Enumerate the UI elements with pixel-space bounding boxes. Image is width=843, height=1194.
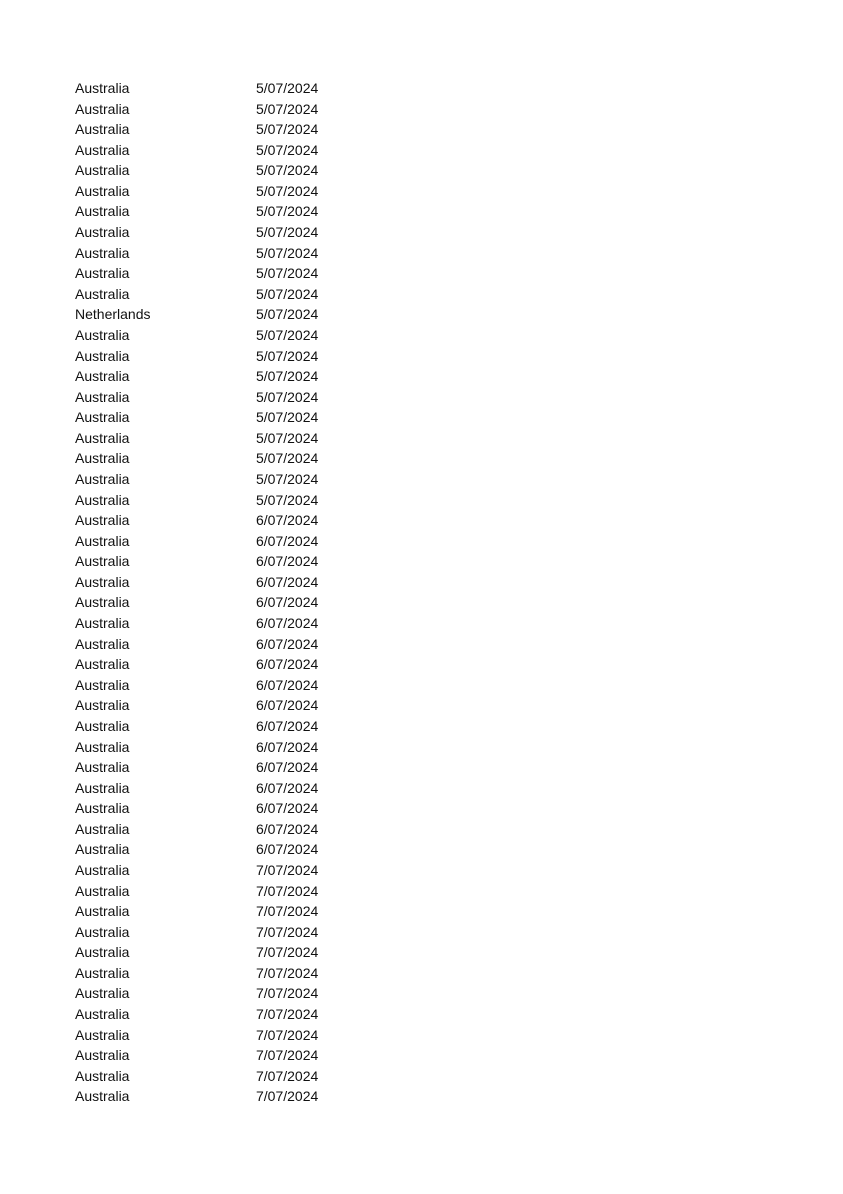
country-cell: Australia (75, 470, 130, 487)
country-cell: Australia (75, 1047, 130, 1064)
data-table (75, 78, 376, 1107)
country-cell: Australia (75, 347, 130, 364)
country-cell: Australia (75, 717, 130, 734)
country-cell: Australia (75, 635, 130, 652)
country-cell: Australia (75, 594, 130, 611)
country-cell: Australia (75, 450, 130, 467)
country-cell: Australia (75, 429, 130, 446)
country-cell: Australia (75, 882, 130, 899)
date-cell: 6/07/2024 (256, 800, 319, 817)
date-cell: 7/07/2024 (256, 1026, 319, 1043)
date-cell: 6/07/2024 (256, 532, 319, 549)
table-row (75, 387, 376, 408)
table-row (75, 592, 376, 613)
date-cell: 6/07/2024 (256, 676, 319, 693)
table-row (75, 839, 376, 860)
table-row (75, 510, 376, 531)
date-cell: 5/07/2024 (256, 409, 319, 426)
table-row (75, 181, 376, 202)
country-cell: Australia (75, 388, 130, 405)
date-cell: 6/07/2024 (256, 841, 319, 858)
date-cell: 5/07/2024 (256, 244, 319, 261)
table-row (75, 78, 376, 99)
country-cell: Australia (75, 944, 130, 961)
country-cell: Australia (75, 738, 130, 755)
date-cell: 5/07/2024 (256, 429, 319, 446)
table-row (75, 634, 376, 655)
table-row (75, 716, 376, 737)
date-cell: 5/07/2024 (256, 491, 319, 508)
table-row (75, 1025, 376, 1046)
table-row (75, 983, 376, 1004)
date-cell: 5/07/2024 (256, 326, 319, 343)
date-cell: 5/07/2024 (256, 121, 319, 138)
date-cell: 5/07/2024 (256, 470, 319, 487)
table-row (75, 366, 376, 387)
country-cell: Australia (75, 203, 130, 220)
country-cell: Australia (75, 841, 130, 858)
country-cell: Australia (75, 573, 130, 590)
table-row (75, 284, 376, 305)
country-cell: Australia (75, 1006, 130, 1023)
country-cell: Australia (75, 532, 130, 549)
country-cell: Australia (75, 779, 130, 796)
table-row (75, 695, 376, 716)
country-cell: Australia (75, 162, 130, 179)
date-cell: 6/07/2024 (256, 656, 319, 673)
date-cell: 7/07/2024 (256, 1067, 319, 1084)
date-cell: 6/07/2024 (256, 615, 319, 632)
country-cell: Australia (75, 676, 130, 693)
country-cell: Australia (75, 244, 130, 261)
table-row (75, 160, 376, 181)
country-cell: Australia (75, 1067, 130, 1084)
country-cell: Australia (75, 512, 130, 529)
date-cell: 7/07/2024 (256, 1088, 319, 1105)
table-row (75, 407, 376, 428)
table-row (75, 1066, 376, 1087)
table-row (75, 942, 376, 963)
table-row (75, 1004, 376, 1025)
date-cell: 7/07/2024 (256, 861, 319, 878)
table-row (75, 901, 376, 922)
date-cell: 6/07/2024 (256, 697, 319, 714)
table-row (75, 757, 376, 778)
table-row (75, 119, 376, 140)
table-row (75, 99, 376, 120)
date-cell: 5/07/2024 (256, 450, 319, 467)
date-cell: 7/07/2024 (256, 903, 319, 920)
table-row (75, 428, 376, 449)
country-cell: Australia (75, 121, 130, 138)
table-row (75, 140, 376, 161)
date-cell: 7/07/2024 (256, 882, 319, 899)
country-cell: Australia (75, 491, 130, 508)
date-cell: 6/07/2024 (256, 779, 319, 796)
date-cell: 6/07/2024 (256, 553, 319, 570)
date-cell: 7/07/2024 (256, 964, 319, 981)
table-row (75, 325, 376, 346)
table-row (75, 572, 376, 593)
table-row (75, 346, 376, 367)
country-cell: Australia (75, 903, 130, 920)
table-row (75, 243, 376, 264)
date-cell: 5/07/2024 (256, 388, 319, 405)
date-cell: 5/07/2024 (256, 80, 319, 96)
country-cell: Australia (75, 553, 130, 570)
table-row (75, 304, 376, 325)
date-cell: 5/07/2024 (256, 285, 319, 302)
country-cell: Australia (75, 80, 130, 96)
date-cell: 6/07/2024 (256, 635, 319, 652)
country-cell: Australia (75, 759, 130, 776)
table-row (75, 1045, 376, 1066)
table-row (75, 819, 376, 840)
date-cell: 5/07/2024 (256, 162, 319, 179)
table-row (75, 469, 376, 490)
date-cell: 7/07/2024 (256, 985, 319, 1002)
date-cell: 5/07/2024 (256, 368, 319, 385)
country-cell: Australia (75, 1088, 130, 1105)
date-cell: 5/07/2024 (256, 182, 319, 199)
table-row (75, 675, 376, 696)
country-cell: Australia (75, 141, 130, 158)
table-row (75, 490, 376, 511)
country-cell: Australia (75, 182, 130, 199)
date-cell: 6/07/2024 (256, 738, 319, 755)
table-row (75, 860, 376, 881)
country-cell: Australia (75, 368, 130, 385)
date-cell: 7/07/2024 (256, 1047, 319, 1064)
country-cell: Australia (75, 923, 130, 940)
country-cell: Australia (75, 800, 130, 817)
table-row (75, 448, 376, 469)
table-row (75, 1086, 376, 1107)
date-cell: 6/07/2024 (256, 717, 319, 734)
country-cell: Australia (75, 100, 130, 117)
country-cell: Australia (75, 820, 130, 837)
table-row (75, 654, 376, 675)
date-cell: 7/07/2024 (256, 1006, 319, 1023)
country-cell: Australia (75, 1026, 130, 1043)
country-cell: Australia (75, 615, 130, 632)
date-cell: 5/07/2024 (256, 203, 319, 220)
date-cell: 6/07/2024 (256, 820, 319, 837)
country-cell: Australia (75, 861, 130, 878)
country-cell: Australia (75, 656, 130, 673)
table-row (75, 551, 376, 572)
table-row (75, 222, 376, 243)
table-row (75, 531, 376, 552)
table-row (75, 778, 376, 799)
date-cell: 5/07/2024 (256, 100, 319, 117)
date-cell: 6/07/2024 (256, 512, 319, 529)
date-cell: 7/07/2024 (256, 944, 319, 961)
table-row (75, 263, 376, 284)
country-cell: Australia (75, 964, 130, 981)
country-cell: Australia (75, 985, 130, 1002)
table-row (75, 881, 376, 902)
country-cell: Australia (75, 697, 130, 714)
table-row (75, 737, 376, 758)
country-cell: Australia (75, 409, 130, 426)
date-cell: 6/07/2024 (256, 573, 319, 590)
country-cell: Australia (75, 224, 130, 241)
date-cell: 6/07/2024 (256, 594, 319, 611)
date-cell: 5/07/2024 (256, 265, 319, 282)
table-row (75, 613, 376, 634)
table-row (75, 963, 376, 984)
date-cell: 6/07/2024 (256, 759, 319, 776)
date-cell: 7/07/2024 (256, 923, 319, 940)
country-cell: Netherlands (75, 306, 151, 323)
table-row (75, 798, 376, 819)
country-cell: Australia (75, 326, 130, 343)
table-row (75, 201, 376, 222)
country-cell: Australia (75, 265, 130, 282)
country-cell: Australia (75, 285, 130, 302)
date-cell: 5/07/2024 (256, 347, 319, 364)
date-cell: 5/07/2024 (256, 306, 319, 323)
date-cell: 5/07/2024 (256, 141, 319, 158)
date-cell: 5/07/2024 (256, 224, 319, 241)
table-row (75, 922, 376, 943)
